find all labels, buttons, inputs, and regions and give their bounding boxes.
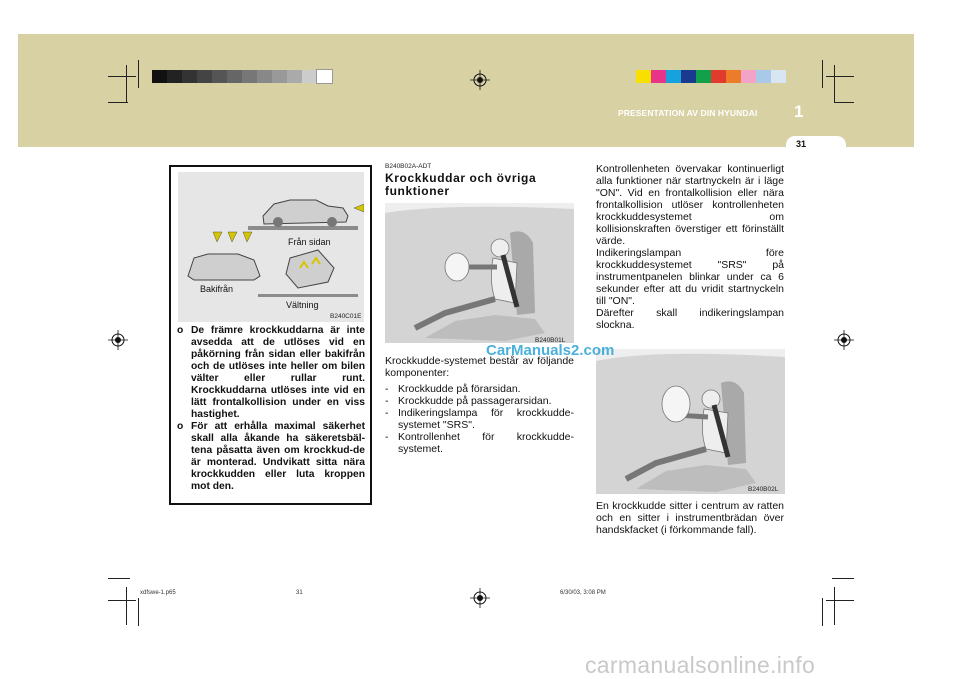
header-band xyxy=(18,34,914,147)
note-item xyxy=(175,421,365,493)
crop-mark xyxy=(834,587,835,625)
registration-target-icon xyxy=(470,588,490,608)
list-item: - Indikeringslampa för krockkudde-systemet "SRS". xyxy=(385,407,574,431)
note-item xyxy=(175,325,365,421)
note-text: För att erhålla maximal säkerhet skall alla åkande ha säkeretsbäl-tena påsatta även om krockkud-de är monterad. Undvikatt sitta nära krockkudden eller luta kroppen mot den. xyxy=(191,421,365,492)
color-swatch xyxy=(771,70,786,83)
crop-mark xyxy=(822,60,823,88)
color-swatch xyxy=(227,70,242,83)
crop-mark xyxy=(108,578,130,579)
color-swatch xyxy=(636,70,651,83)
components-text xyxy=(385,355,574,455)
label-side: Från sidan xyxy=(288,237,331,247)
crop-mark xyxy=(126,65,127,103)
color-swatch xyxy=(696,70,711,83)
crop-mark xyxy=(138,60,139,88)
crop-mark xyxy=(108,76,136,77)
note-text: De främre krockkuddarna är inte avsedda att de utlöses vid en påkörning från sidan eller bakifrån och de utlöses inte heller om bilen välter eller rullar runt. Krockkuddarna utlöses inte vid en lätt frontalkollision under en viss hastighet. xyxy=(191,325,365,420)
color-swatch xyxy=(272,70,287,83)
label-rear: Bakifrån xyxy=(200,284,234,294)
color-swatch xyxy=(666,70,681,83)
crop-mark xyxy=(834,65,835,103)
color-swatch xyxy=(152,70,167,83)
crop-mark xyxy=(126,587,127,625)
components-list xyxy=(385,383,574,455)
indicator-paragraph: Indikeringslampan före krockkuddesystemet "SRS" på instrumentpanelen blinkar under ca 6 sekunder efter att du vridit startnyckeln till "ON". xyxy=(596,247,784,307)
crop-mark xyxy=(138,598,139,626)
site-watermark: carmanualsonline.info xyxy=(585,652,816,678)
crash-directions-illustration xyxy=(178,172,364,322)
warning-box xyxy=(169,165,372,505)
figure-code: B240B02L xyxy=(748,486,779,493)
airbag-passenger-figure xyxy=(596,349,785,494)
color-swatch xyxy=(167,70,182,83)
registration-target-icon xyxy=(108,330,128,350)
components-intro: Krockkudde-systemet består av följande komponenter: xyxy=(385,355,574,379)
footer-file: xdfswe-1.p65 xyxy=(140,590,176,596)
airbag-location-caption: En krockkudde sitter i centrum av ratten och en sitter i instrumentbrädan över handskfacket (i förkommande fall). xyxy=(596,500,784,536)
color-swatch xyxy=(242,70,257,83)
color-swatch xyxy=(287,70,302,83)
bullet: o xyxy=(177,325,184,336)
color-swatch xyxy=(681,70,696,83)
list-item-text: Krockkudde på passagerarsidan. xyxy=(398,395,552,407)
section-heading: Krockkuddar och övriga funktioner xyxy=(385,171,537,198)
label-rollover: Vältning xyxy=(286,300,319,310)
footer-timestamp: 6/30/03, 3:08 PM xyxy=(560,590,606,596)
section-title: PRESENTATION AV DIN HYUNDAI xyxy=(618,108,758,118)
list-item: - Kontrollenhet för krockkudde-systemet. xyxy=(385,431,574,455)
figure-code: B240B01L xyxy=(535,337,566,344)
color-swatch xyxy=(257,70,272,83)
list-item: - Krockkudde på förarsidan. xyxy=(385,383,521,395)
crop-mark xyxy=(826,600,854,601)
color-swatch xyxy=(651,70,666,83)
color-swatch xyxy=(302,70,317,83)
control-unit-text xyxy=(596,163,784,331)
color-swatch xyxy=(182,70,197,83)
indicator-off-paragraph: Därefter skall indikeringslampan slockna. xyxy=(596,307,784,331)
airbag-driver-figure xyxy=(385,203,574,343)
figure-code: B240C01E xyxy=(330,313,362,320)
list-item: - Krockkudde på passagerarsidan. xyxy=(385,395,552,407)
crop-mark xyxy=(826,76,854,77)
list-item-text: Indikeringslampa för krockkudde-systemet "SRS". xyxy=(398,407,574,431)
doc-code: B240B02A-ADT xyxy=(385,163,432,170)
bullet: o xyxy=(177,421,184,432)
registration-target-icon xyxy=(470,70,490,90)
section-number: 1 xyxy=(794,102,804,121)
list-item-text: Krockkudde på förarsidan. xyxy=(398,383,521,395)
page-number: 31 xyxy=(795,139,806,149)
color-swatch xyxy=(212,70,227,83)
crop-mark xyxy=(108,600,136,601)
driver-airbag-illustration xyxy=(385,203,574,343)
watermark: CarManuals2.com xyxy=(486,342,615,359)
color-swatch xyxy=(756,70,771,83)
color-swatch xyxy=(711,70,726,83)
footer-page: 31 xyxy=(296,590,303,596)
crop-mark xyxy=(832,578,854,579)
color-swatch xyxy=(317,70,332,83)
color-swatch xyxy=(726,70,741,83)
warning-notes xyxy=(175,325,365,493)
registration-target-icon xyxy=(834,330,854,350)
passenger-airbag-illustration xyxy=(596,349,785,494)
color-swatch xyxy=(197,70,212,83)
crop-mark xyxy=(822,598,823,626)
crash-directions-figure xyxy=(178,172,364,322)
color-swatch xyxy=(741,70,756,83)
crop-mark xyxy=(108,102,128,103)
control-unit-paragraph: Kontrollenheten övervakar kontinuerligt alla funktioner när startnyckeln är i läge "ON". Vid en frontalkollision eller nära frontalkollision utlöser kontrollenheten krockkuddesystemet om kollisionskraften överstiger ett förinställt värde. xyxy=(596,163,784,247)
crop-mark xyxy=(834,102,854,103)
list-item-text: Kontrollenhet för krockkudde-systemet. xyxy=(398,431,574,455)
